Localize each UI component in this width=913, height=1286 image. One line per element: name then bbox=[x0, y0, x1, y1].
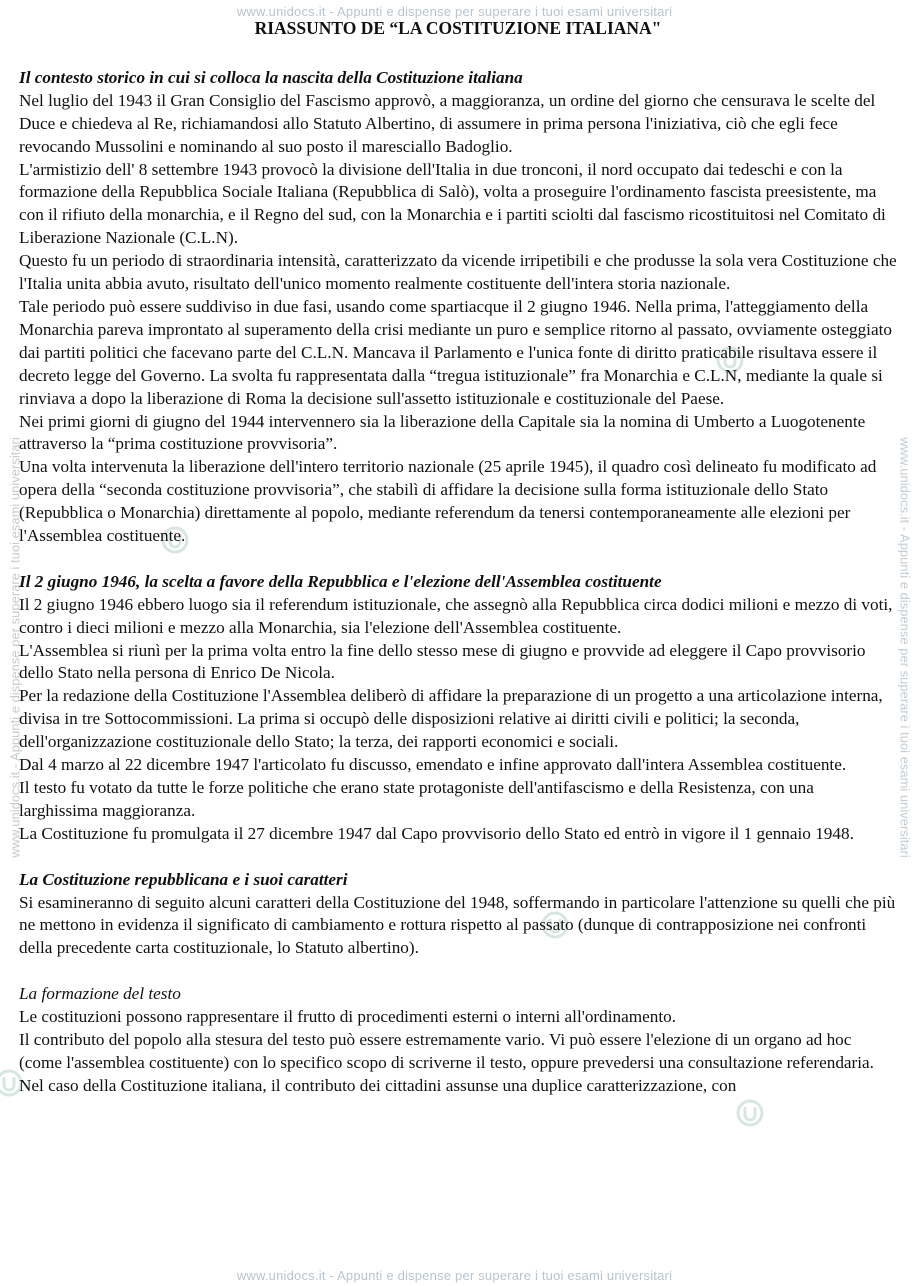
watermark-top: www.unidocs.it - Appunti e dispense per superare i tuoi esami universitari bbox=[236, 4, 673, 19]
paragraph: Questo fu un periodo di straordinaria intensità, caratterizzato da vicende irripetibili e che produsse la sola vera Costituzione che l'Italia unita abbia avuto, risultato dell'unico momento realmente costituente dell'intera storia nazionale. bbox=[19, 251, 897, 294]
paragraph: Dal 4 marzo al 22 dicembre 1947 l'articolato fu discusso, emendato e infine approvato dall'intera Assemblea costituente. bbox=[19, 755, 847, 775]
watermark-bottom: www.unidocs.it - Appunti e dispense per superare i tuoi esami universitari bbox=[236, 1268, 673, 1283]
section-referendum-1946 bbox=[19, 571, 897, 846]
paragraph: Nei primi giorni di giugno del 1944 intervennero sia la liberazione della Capitale sia la nomina di Umberto a Luogotenente attraverso la “prima costituzione provvisoria”. bbox=[19, 411, 866, 454]
section-spacer bbox=[19, 960, 897, 983]
section-text-formation bbox=[19, 983, 897, 1098]
paragraph: La Costituzione fu promulgata il 27 dicembre 1947 dal Capo provvisorio dello Stato ed entrò in vigore il 1 gennaio 1948. bbox=[19, 823, 854, 843]
paragraph: Il testo fu votato da tutte le forze politiche che erano state protagoniste dell'antifascismo e della Resistenza, con una larghissima maggioranza. bbox=[19, 777, 814, 820]
section-republican-constitution bbox=[19, 869, 897, 961]
document-body bbox=[19, 17, 897, 1098]
section-heading: Il contesto storico in cui si colloca la nascita della Costituzione italiana bbox=[19, 67, 523, 87]
section-heading: La Costituzione repubblicana e i suoi caratteri bbox=[19, 869, 348, 889]
section-spacer bbox=[19, 846, 897, 869]
paragraph: Si esamineranno di seguito alcuni caratteri della Costituzione del 1948, soffermando in particolare l'attenzione su quelli che più ne mettono in evidenza il significato di cambiamento e rottura rispetto al passato (dunque di contrapposizione nei confronti della precedente carta costituzionale, lo Statuto albertino). bbox=[19, 892, 896, 958]
paragraph: Le costituzioni possono rappresentare il frutto di procedimenti esterni o interni all'ordinamento. bbox=[19, 1007, 676, 1027]
paragraph: Nel caso della Costituzione italiana, il contributo dei cittadini assunse una duplice caratterizzazione, con bbox=[19, 1075, 737, 1095]
unidocs-logo-icon bbox=[735, 1098, 765, 1128]
section-historical-context bbox=[19, 67, 897, 548]
paragraph: Il contributo del popolo alla stesura del testo può essere estremamente vario. Vi può essere l'elezione di un organo ad hoc (come l'assemblea costituente) con lo specifico scopo di scriverne il testo, oppure prevedersi una consultazione referendaria. bbox=[19, 1029, 874, 1072]
paragraph: L'Assemblea si riunì per la prima volta entro la fine dello stesso mese di giugno e provvide ad eleggere il Capo provvisorio dello Stato nella persona di Enrico De Nicola. bbox=[19, 640, 866, 683]
watermark-right: www.unidocs.it - Appunti e dispense per superare i tuoi esami universitari bbox=[897, 437, 913, 858]
paragraph: Il 2 giugno 1946 ebbero luogo sia il referendum istituzionale, che assegnò alla Repubblica circa dodici milioni e mezzo di voti, contro i dieci milioni e mezzo alla Monarchia, sia l'elezione dell'Assemblea costituente. bbox=[19, 594, 893, 637]
watermark-left: www.unidocs.it - Appunti e dispense per superare i tuoi esami universitari bbox=[7, 437, 23, 858]
subsection-heading: La formazione del testo bbox=[19, 984, 181, 1004]
paragraph: Per la redazione della Costituzione l'Assemblea deliberò di affidare la preparazione di un progetto a una articolazione interna, divisa in tre Sottocommissioni. La prima si occupò delle disposizioni relative ai diritti civili e politici; la seconda, dell'organizzazione costituzionale dello Stato; la terza, dei rapporti economici e sociali. bbox=[19, 686, 883, 752]
paragraph: L'armistizio dell' 8 settembre 1943 provocò la divisione dell'Italia in due tronconi, il nord occupato dai tedeschi e con la formazione della Repubblica Sociale Italiana (Repubblica di Salò), volta a proseguire l'ordinamento fascista preesistente, ma con il rifiuto della monarchia, e il Regno del sud, con la Monarchia e i partiti sciolti dal fascismo ricostituitosi nel Comitato di Liberazione Nazionale (C.L.N). bbox=[19, 159, 886, 248]
document-title: RIASSUNTO DE “LA COSTITUZIONE ITALIANA" bbox=[254, 18, 662, 38]
section-spacer bbox=[19, 548, 897, 571]
section-heading: Il 2 giugno 1946, la scelta a favore della Repubblica e l'elezione dell'Assemblea costituente bbox=[19, 571, 662, 591]
paragraph: Una volta intervenuta la liberazione dell'intero territorio nazionale (25 aprile 1945), il quadro così delineato fu modificato ad opera della “seconda costituzione provvisoria”, che stabilì di affidare la decisione sulla forma istituzionale dello Stato (Repubblica o Monarchia) direttamente al popolo, mediante referendum da tenersi contemporaneamente alle elezioni per l'Assemblea costituente. bbox=[19, 457, 877, 546]
paragraph: Tale periodo può essere suddiviso in due fasi, usando come spartiacque il 2 giugno 1946. Nella prima, l'atteggiamento della Monarchia pareva improntato al superamento della crisi mediante un puro e semplice ritorno al passato, ovviamente osteggiato dai partiti politici che facevano parte del C.L.N. Mancava il Parlamento e l'unica fonte di diritto praticabile risultava essere il decreto legge del Governo. La svolta fu rappresentata dalla “tregua istituzionale” fra Monarchia e C.L.N, mediante la quale si rinviava a dopo la liberazione di Roma la decisione sull'assetto istituzionale e costituzionale del Paese. bbox=[19, 296, 892, 408]
paragraph: Nel luglio del 1943 il Gran Consiglio del Fascismo approvò, a maggioranza, un ordine del giorno che censurava le scelte del Duce e chiedeva al Re, richiamandosi allo Statuto Albertino, di assumere in prima persona l'iniziativa, ciò che egli fece revocando Mussolini e nominando al suo posto il maresciallo Badoglio. bbox=[19, 90, 876, 156]
